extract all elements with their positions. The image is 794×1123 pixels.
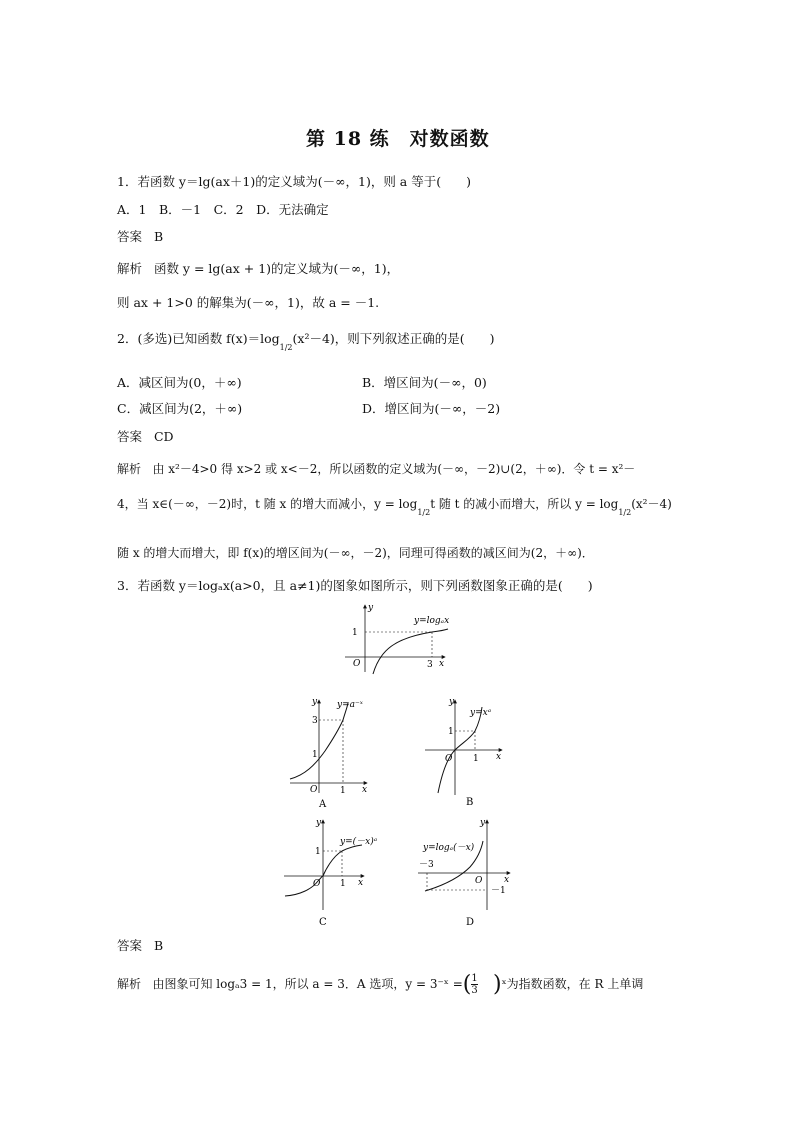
origin: O: [313, 879, 321, 889]
answer-value: B: [153, 938, 164, 953]
q2-option-d: D．增区间为(－∞，－2): [362, 401, 501, 416]
tick-x: 3: [427, 660, 433, 670]
left-paren: (: [462, 971, 472, 997]
caption: B: [466, 797, 474, 808]
q1-options: A．1 B．－1 C．2 D．无法确定: [117, 202, 329, 217]
q2-analysis-line-1: [117, 461, 635, 477]
caption: A: [319, 799, 327, 810]
origin: O: [353, 659, 361, 669]
y-label: y: [312, 697, 318, 707]
origin: O: [445, 754, 453, 764]
tick-x: 1: [473, 754, 479, 764]
tick-y: －1: [491, 886, 506, 896]
fraction: [471, 973, 477, 996]
x-label: x: [439, 659, 445, 669]
tick-x: 1: [340, 879, 346, 889]
q2-option-a: A．减区间为(0，＋∞): [117, 375, 242, 390]
analysis-text-b: t 随 t 的减小而增大，所以 y = log: [430, 497, 619, 511]
tick-y: 1: [448, 727, 454, 737]
y-label: y: [368, 603, 374, 613]
tick-y-3: 3: [312, 716, 318, 726]
caption: C: [319, 917, 327, 928]
fraction-denominator: 3: [471, 985, 478, 996]
caption: D: [466, 917, 475, 928]
log-base: 1/2: [417, 508, 431, 517]
origin: O: [475, 876, 483, 886]
analysis-label: 解析: [117, 977, 142, 991]
q2-stem-suffix: (x²－4)，则下列叙述正确的是( ): [292, 331, 495, 346]
analysis-text: 由 x²－4>0 得 x>2 或 x<－2，所以函数的定义域为(－∞，－2)∪(2，＋∞)．令 t = x²－: [152, 462, 636, 476]
main-graph: [340, 600, 460, 675]
q2-stem: [117, 331, 495, 352]
curve-label: y=a⁻ˣ: [337, 700, 363, 710]
answer-label: 答案: [117, 938, 143, 953]
analysis-text-a: 4，当 x∈(－∞，－2)时，t 随 x 的增大而减小，y = log: [117, 497, 418, 511]
right-paren: ): [493, 971, 502, 997]
page-title: 第 18 练 对数函数: [306, 128, 490, 150]
origin: O: [310, 785, 318, 795]
graph-d: [415, 815, 515, 930]
curve-label: y=xᵃ: [470, 708, 492, 718]
tick-y: 1: [315, 847, 321, 857]
curve-label: y=logₐx: [414, 616, 450, 626]
q1-answer: [117, 229, 163, 245]
log-base: 1/2: [279, 343, 293, 352]
x-label: x: [358, 878, 364, 888]
q2-analysis-line-2: [117, 496, 672, 517]
analysis-text-a: 由图象可知 logₐ3 = 1，所以 a = 3．A 选项，y = 3⁻ˣ =: [152, 977, 463, 991]
y-label: y: [316, 818, 322, 828]
analysis-label: 解析: [117, 261, 143, 276]
analysis-label: 解析: [117, 462, 142, 476]
tick-y: 1: [352, 628, 358, 638]
q3-stem: 3．若函数 y＝logₐx(a>0，且 a≠1)的图象如图所示，则下列函数图象正确的是( ): [117, 578, 593, 593]
q3-answer: [117, 938, 163, 954]
analysis-text-c: (x²－4): [631, 497, 672, 511]
q1-stem: 1．若函数 y＝lg(ax＋1)的定义域为(－∞，1)，则 a 等于( ): [117, 174, 471, 189]
graph-a: [285, 695, 375, 810]
tick-x: 1: [340, 786, 346, 796]
graph-c: [282, 815, 378, 930]
analysis-text-b: ˣ为指数函数，在 R 上单调: [501, 977, 644, 991]
q2-option-b: B．增区间为(－∞，0): [362, 375, 487, 390]
y-label: y: [449, 697, 455, 707]
answer-value: CD: [153, 429, 174, 444]
x-label: x: [496, 752, 502, 762]
q1-analysis-line-1: [117, 261, 399, 277]
q3-analysis-line-1: [117, 973, 643, 996]
tick-y-1: 1: [312, 750, 318, 760]
curve-label: y=logₐ(－x): [423, 843, 475, 853]
power-curve: [285, 845, 362, 896]
x-label: x: [504, 875, 510, 885]
q2-option-c: C．减区间为(2，＋∞): [117, 401, 243, 416]
q2-analysis-line-3: 随 x 的增大而增大，即 f(x)的增区间为(－∞，－2)，同理可得函数的减区间为(2，＋∞)．: [117, 546, 594, 560]
q1-analysis-line-2: 则 ax + 1>0 的解集为(－∞，1)，故 a = －1.: [117, 295, 380, 310]
graph-b: [420, 695, 510, 810]
q2-answer: [117, 429, 174, 445]
y-label: y: [480, 818, 486, 828]
curve-label: y=(－x)ᵃ: [340, 837, 378, 847]
q2-stem-prefix: 2．(多选)已知函数 f(x)＝log: [117, 331, 280, 346]
answer-label: 答案: [117, 229, 143, 244]
log-curve: [373, 629, 448, 674]
answer-label: 答案: [117, 429, 143, 444]
tick-x: －3: [419, 860, 434, 870]
fraction-numerator: 1: [471, 973, 478, 984]
log-base: 1/2: [618, 508, 632, 517]
x-label: x: [362, 785, 368, 795]
answer-value: B: [153, 229, 164, 244]
analysis-text: 函数 y = lg(ax + 1)的定义域为(－∞，1)，: [153, 261, 400, 276]
